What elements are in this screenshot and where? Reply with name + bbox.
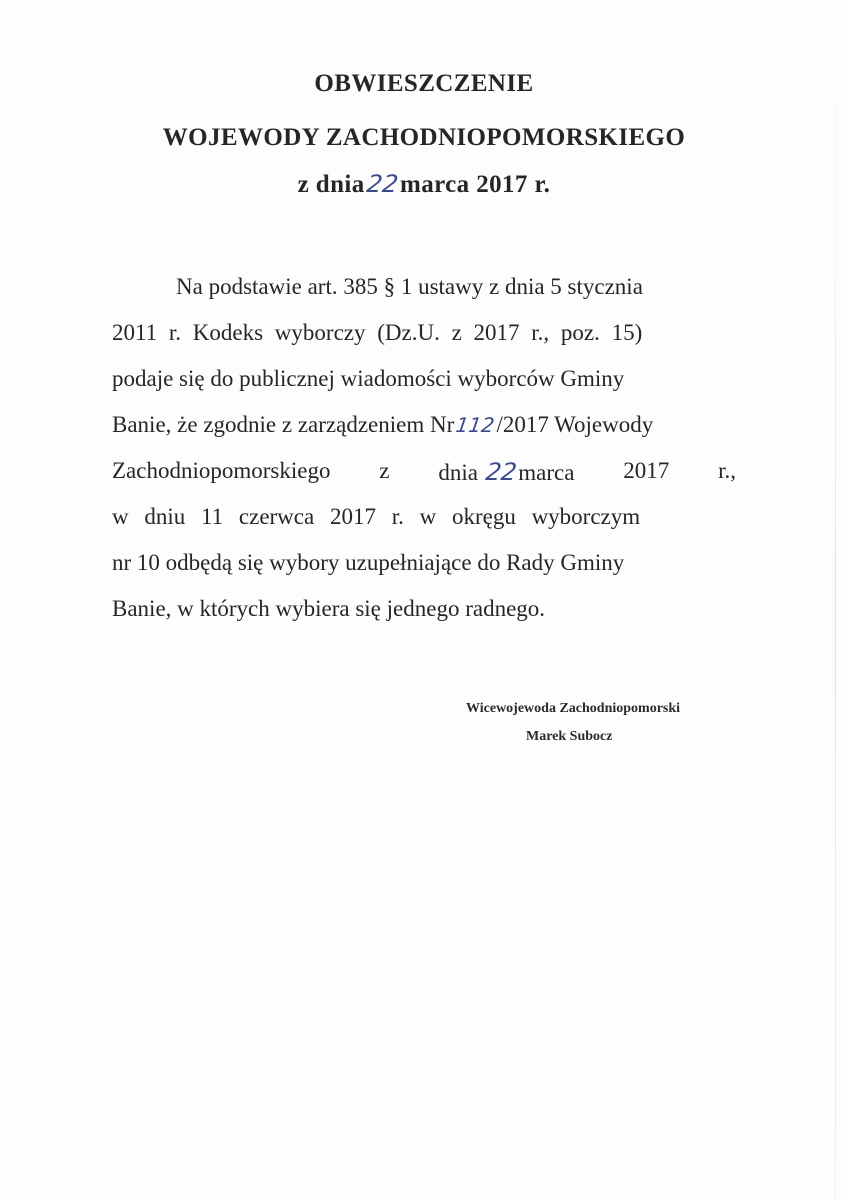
date-suffix: marca 2017 r. [400,171,551,198]
body-line-5-c-wrap [438,458,574,486]
body-line-4 [112,412,736,438]
body-line-6: w dniu 11 czerwca 2017 r. w okręgu wyborczym [112,504,641,529]
document-body [112,274,736,654]
handwritten-day: 22 [364,170,400,198]
body-line-5-d: marca [518,460,575,485]
body-line-5-f: r., [718,458,736,483]
body-line-3: podaje się do publicznej wiadomości wyborców Gminy [112,366,625,391]
document-date [0,170,848,199]
body-line-7: nr 10 odbędą się wybory uzupełniające do Rady Gminy [112,550,625,575]
body-line-4-suffix: /2017 Wojewody [496,412,654,437]
body-line-5-c: dnia [438,460,478,485]
document-issuer: WOJEWODY ZACHODNIOPOMORSKIEGO [162,124,686,151]
signatory-name: Marek Subocz [526,729,613,744]
body-line-5-e: 2017 [623,458,670,483]
body-line-5-b: z [379,458,390,483]
handwritten-day-2: 22 [483,458,519,486]
body-line-5-a: Zachodniopomorskiego [112,458,331,483]
body-line-5 [112,458,736,486]
document-title: OBWIESZCZENIE [314,70,534,97]
date-prefix: z dnia [297,171,365,198]
signatory-title: Wicewojewoda Zachodniopomorski [466,701,681,716]
body-line-4-prefix: Banie, że zgodnie z zarządzeniem Nr [112,412,455,437]
handwritten-order-number: 112 [454,413,497,437]
body-line-8: Banie, w których wybiera się jednego radnego. [112,596,546,621]
body-line-2-text: 2011 r. Kodeks wyborczy (Dz.U. z 2017 r., poz. 15) [112,320,643,345]
body-line-1: Na podstawie art. 385 § 1 ustawy z dnia 5 stycznia [176,274,643,299]
body-line-2 [112,320,736,346]
